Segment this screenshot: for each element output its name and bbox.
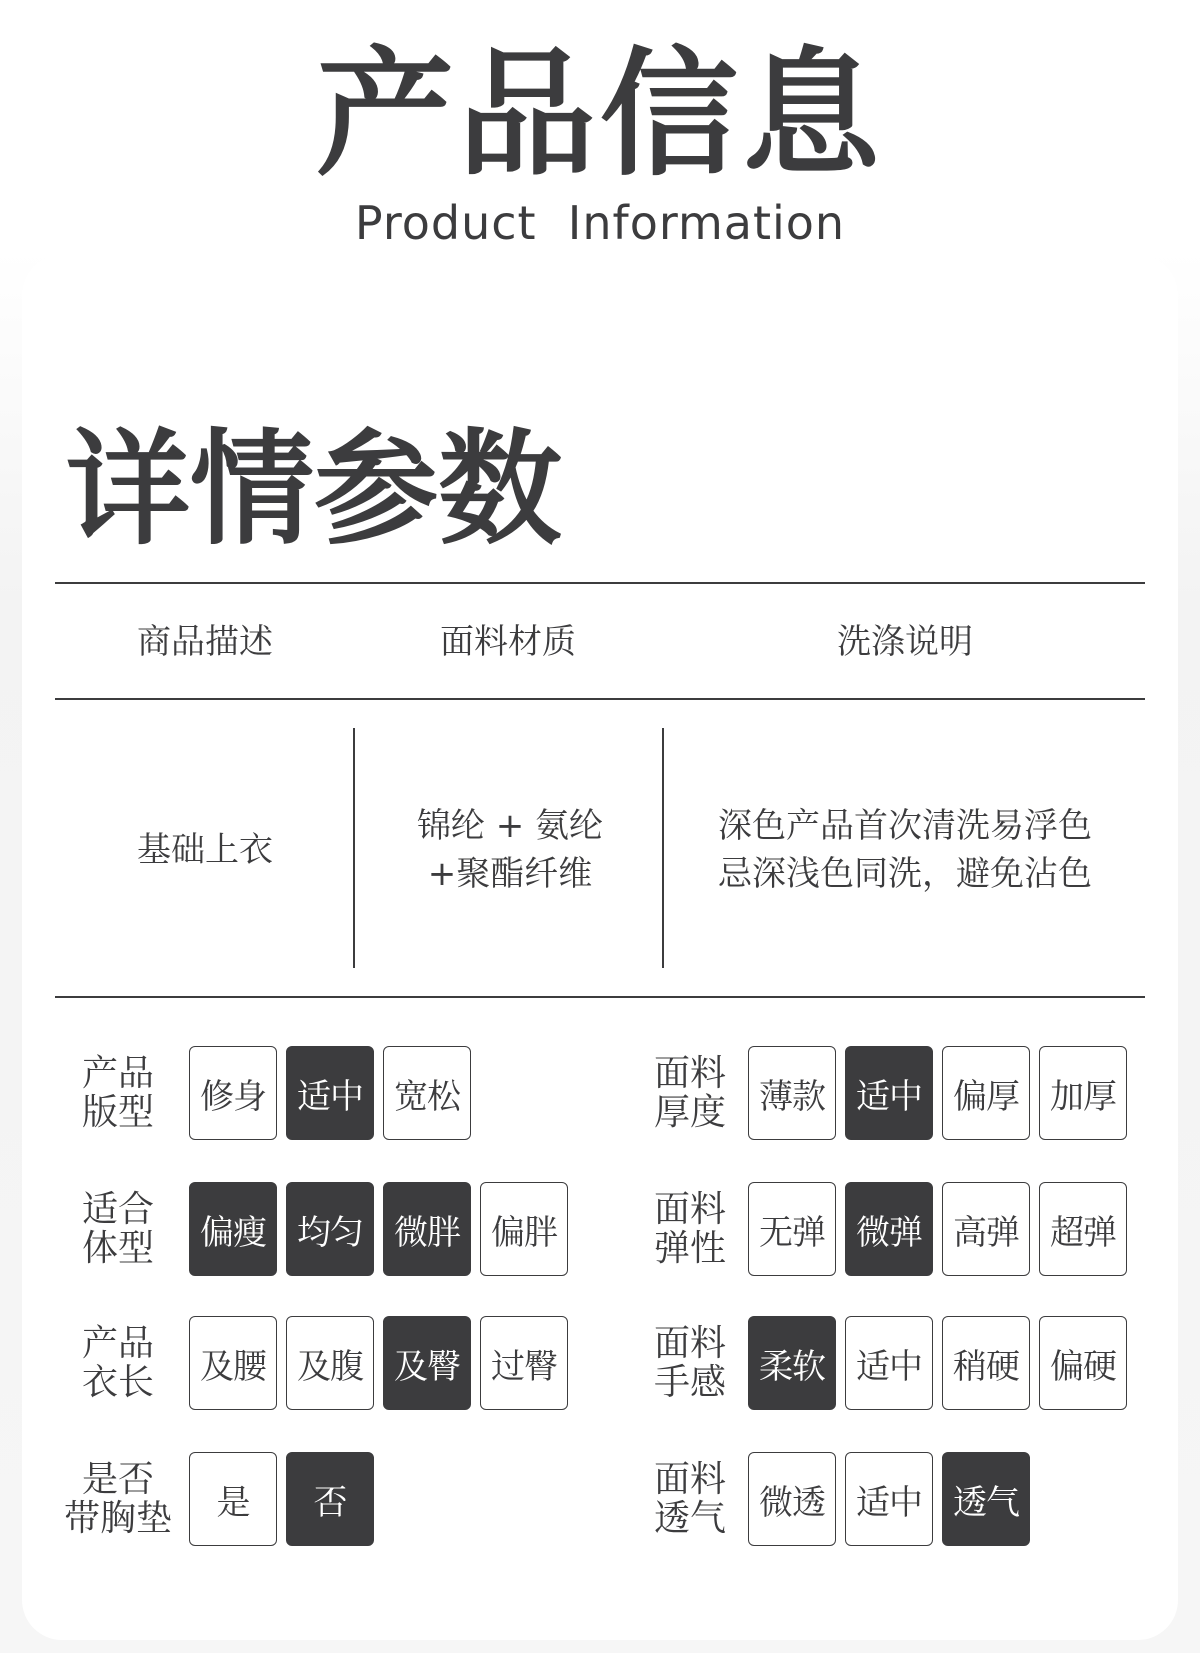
description-value: 基础上衣	[137, 830, 273, 870]
option-chip[interactable]: 适中	[845, 1046, 933, 1140]
attribute-label-line: 适合	[81, 1189, 154, 1230]
option-chip[interactable]: 柔软	[748, 1316, 836, 1410]
option-chip[interactable]: 适中	[286, 1046, 374, 1140]
option-chip[interactable]: 均匀	[286, 1182, 374, 1276]
column-divider	[353, 728, 355, 968]
option-chip[interactable]: 宽松	[383, 1046, 471, 1140]
option-chip[interactable]: 适中	[845, 1316, 933, 1410]
attribute-label	[630, 1460, 750, 1538]
attribute-label-line: 衣长	[81, 1362, 154, 1403]
attribute-label-line: 是否	[81, 1459, 154, 1500]
option-chip[interactable]: 微胖	[383, 1182, 471, 1276]
table-header-rule	[55, 698, 1145, 700]
option-chip[interactable]: 及臀	[383, 1316, 471, 1410]
attribute-label	[630, 1054, 750, 1132]
option-chip[interactable]: 高弹	[942, 1182, 1030, 1276]
material-line-1: 锦纶 + 氨纶	[416, 806, 604, 846]
option-chip[interactable]: 加厚	[1039, 1046, 1127, 1140]
option-chip[interactable]: 透气	[942, 1452, 1030, 1546]
option-chip[interactable]: 过臀	[480, 1316, 568, 1410]
option-chip[interactable]: 微弹	[845, 1182, 933, 1276]
option-chip[interactable]: 偏硬	[1039, 1316, 1127, 1410]
table-bottom-rule	[55, 996, 1145, 998]
attribute-label-line: 体型	[81, 1228, 154, 1269]
attribute-label-line: 面料	[653, 1323, 726, 1364]
attribute-label	[58, 1460, 178, 1538]
section-title: 详情参数	[66, 418, 563, 562]
washing-line-2: 忌深浅色同洗，避免沾色	[718, 854, 1092, 894]
option-chip[interactable]: 是	[189, 1452, 277, 1546]
header-description: 商品描述	[137, 622, 273, 662]
attribute-label-line: 面料	[653, 1053, 726, 1094]
attribute-label	[630, 1190, 750, 1268]
attribute-label	[58, 1054, 178, 1132]
attribute-label-line: 带胸垫	[63, 1498, 172, 1539]
attribute-label-line: 手感	[653, 1362, 726, 1403]
attribute-label-line: 版型	[81, 1092, 154, 1133]
header-washing: 洗涤说明	[837, 622, 973, 662]
option-chip[interactable]: 微透	[748, 1452, 836, 1546]
option-chip[interactable]: 及腹	[286, 1316, 374, 1410]
attribute-label-line: 厚度	[653, 1092, 726, 1133]
attribute-label	[630, 1324, 750, 1402]
page-title: 产品信息	[315, 34, 884, 195]
option-chip[interactable]: 否	[286, 1452, 374, 1546]
option-chip[interactable]: 偏厚	[942, 1046, 1030, 1140]
option-chip[interactable]: 无弹	[748, 1182, 836, 1276]
option-chip[interactable]: 适中	[845, 1452, 933, 1546]
table-top-rule	[55, 582, 1145, 584]
attribute-label-line: 产品	[81, 1053, 154, 1094]
attribute-label-line: 面料	[653, 1189, 726, 1230]
option-chip[interactable]: 及腰	[189, 1316, 277, 1410]
header-material: 面料材质	[440, 622, 576, 662]
option-chip[interactable]: 偏胖	[480, 1182, 568, 1276]
option-chip[interactable]: 修身	[189, 1046, 277, 1140]
page-subtitle: Product Information	[354, 196, 846, 250]
attribute-label-line: 面料	[653, 1459, 726, 1500]
option-chip[interactable]: 稍硬	[942, 1316, 1030, 1410]
attribute-label-line: 透气	[653, 1498, 726, 1539]
option-chip[interactable]: 超弹	[1039, 1182, 1127, 1276]
option-chip[interactable]: 偏瘦	[189, 1182, 277, 1276]
washing-line-1: 深色产品首次清洗易浮色	[718, 806, 1092, 846]
attribute-label	[58, 1324, 178, 1402]
attribute-label-line: 弹性	[653, 1228, 726, 1269]
attribute-label-line: 产品	[81, 1323, 154, 1364]
material-line-2: +聚酯纤维	[427, 854, 593, 894]
attribute-label	[58, 1190, 178, 1268]
option-chip[interactable]: 薄款	[748, 1046, 836, 1140]
column-divider	[662, 728, 664, 968]
